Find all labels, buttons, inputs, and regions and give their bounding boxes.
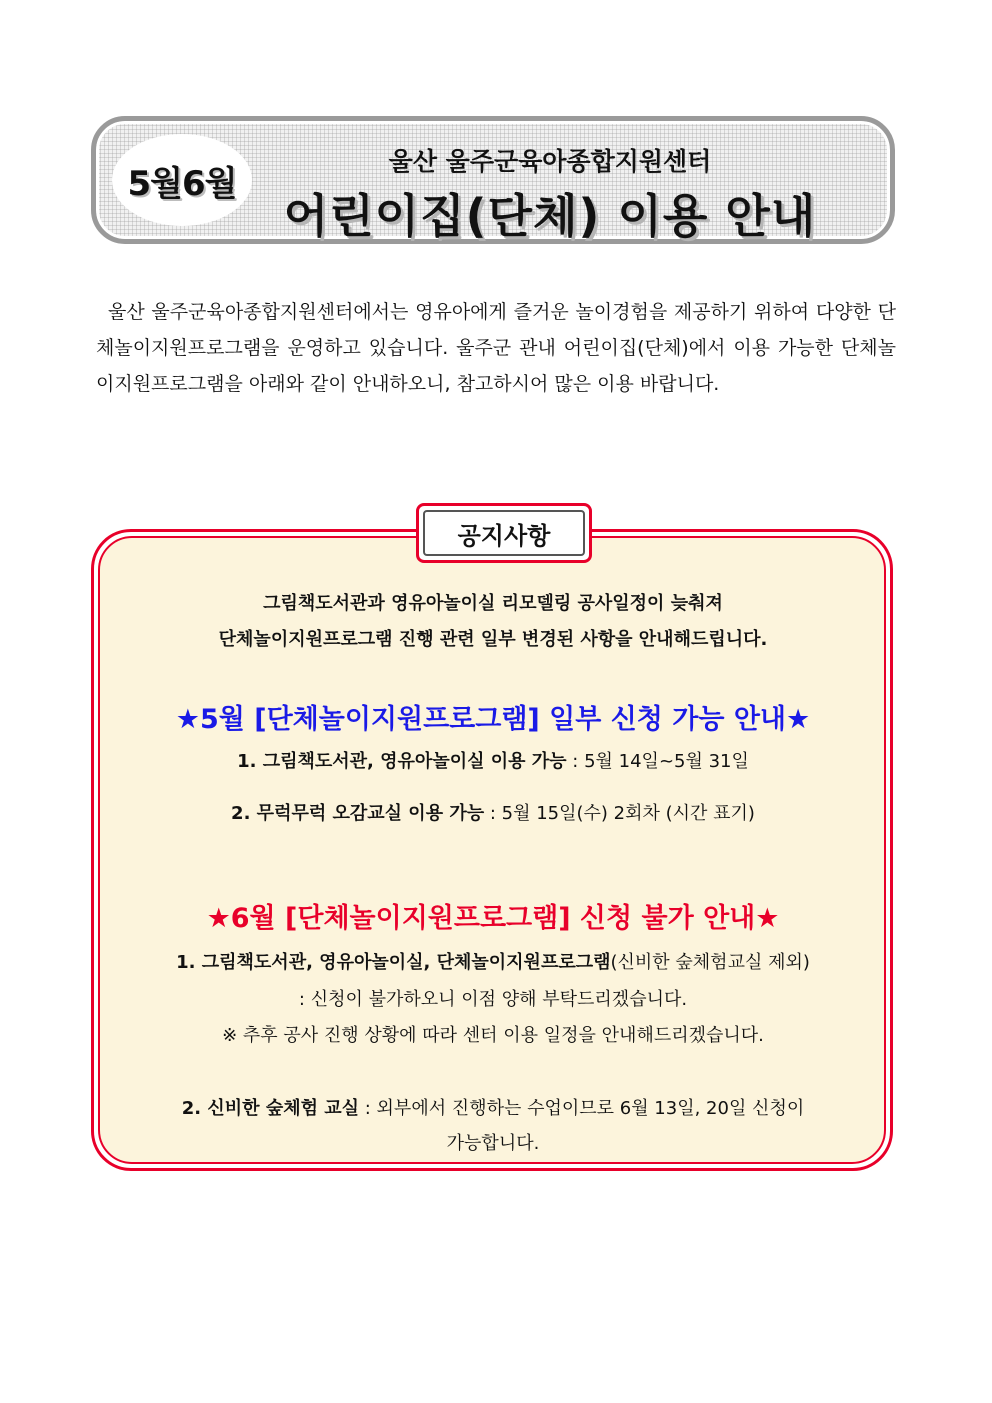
notice-tab-label: 공지사항	[423, 510, 585, 556]
june-item-1-note: ※ 추후 공사 진행 상황에 따라 센터 이용 일정을 안내해드리겠습니다.	[222, 1025, 764, 1046]
intro-paragraph: 울산 울주군육아종합지원센터에서는 영유아에게 즐거운 놀이경험을 제공하기 위하여 다양한 단체놀이지원프로그램을 운영하고 있습니다. 울주군 관내 어린이집(단체)에서 이용 가능한 단체놀이지원프로그램을 아래와 같이 안내하오니, 참고하시어 많은 이용 바랍니다.	[96, 301, 896, 395]
may-heading: ★5월 [단체놀이지원프로그램] 일부 신청 가능 안내★	[175, 704, 811, 735]
june-item-1-line-2: : 신청이 불가하오니 이점 양해 부탁드리겠습니다.	[298, 989, 688, 1010]
june-item-2-label: 2. 신비한 숲체험 교실	[181, 1098, 360, 1119]
notice-tab	[416, 503, 592, 563]
june-item-1-label: 1. 그림책도서관, 영유아놀이실, 단체놀이지원프로그램	[176, 952, 611, 973]
notice-lead-line-1: 그림책도서관과 영유아놀이실 리모델링 공사일정이 늦춰져	[263, 593, 723, 614]
may-item-2-detail: : 5월 15일(수) 2회차 (시간 표기)	[484, 803, 755, 824]
june-item-2	[100, 1094, 886, 1120]
may-item-2-label: 2. 무럭무럭 오감교실 이용 가능	[231, 803, 485, 824]
may-item-1-label: 1. 그림책도서관, 영유아놀이실 이용 가능	[237, 751, 567, 772]
month-badge: 5월6월	[112, 134, 252, 226]
june-item-2-line-2: 가능합니다.	[446, 1133, 540, 1154]
may-item-2	[100, 799, 886, 825]
may-item-1-detail: : 5월 14일~5월 31일	[566, 751, 749, 772]
june-heading: ★6월 [단체놀이지원프로그램] 신청 불가 안내★	[206, 903, 780, 934]
june-item-1	[100, 948, 886, 974]
june-item-1-detail: (신비한 숲체험교실 제외)	[610, 952, 810, 973]
may-item-1	[100, 747, 886, 773]
june-item-2-detail: : 외부에서 진행하는 수업이므로 6월 13일, 20일 신청이	[359, 1098, 805, 1119]
banner-title: 어린이집(단체) 이용 안내	[283, 189, 817, 243]
banner-subtitle: 울산 울주군육아종합지원센터	[388, 147, 712, 176]
notice-lead-line-2: 단체놀이지원프로그램 진행 관련 일부 변경된 사항을 안내해드립니다.	[218, 629, 768, 650]
